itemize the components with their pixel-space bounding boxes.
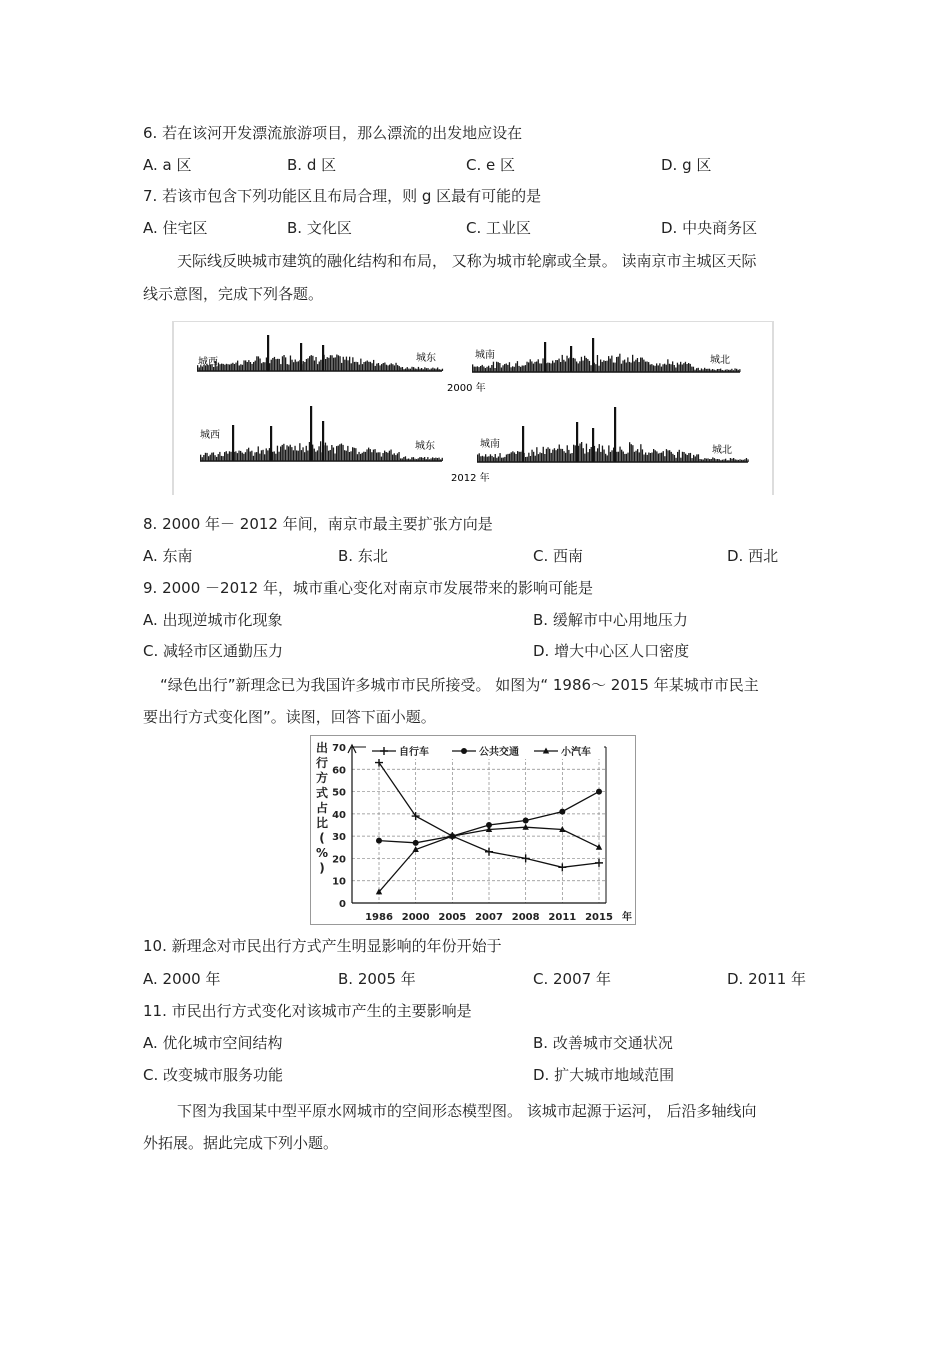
- y-axis-label-char: %: [315, 846, 329, 860]
- question-11-stem: 11. 市民出行方式变化对该城市产生的主要影响是: [143, 1002, 472, 1020]
- skyline-panel: [477, 407, 749, 462]
- y-tick-label: 30: [332, 832, 346, 844]
- y-tick-label: 0: [339, 899, 346, 910]
- y-tick-label: 60: [332, 765, 346, 777]
- x-tick-label: 2008: [511, 912, 540, 923]
- q6-option-b: B. d 区: [287, 156, 337, 174]
- travel-mode-chart: [310, 735, 636, 925]
- question-8-stem: 8. 2000 年－ 2012 年间，南京市最主要扩张方向是: [143, 515, 493, 533]
- y-axis-label-char: 占: [315, 801, 329, 815]
- q7-option-b: B. 文化区: [287, 219, 352, 237]
- q8-option-a: A. 东南: [143, 547, 193, 565]
- legend-label: 小汽车: [561, 747, 591, 758]
- skyline-intro-line1: 天际线反映城市建筑的融化结构和布局， 又称为城市轮廓或全景。 读南京市主城区天际: [177, 252, 757, 270]
- q10-option-d: D. 2011 年: [727, 970, 807, 988]
- skyline-2000-east-label: 城东: [416, 353, 436, 364]
- y-axis-label-char: 比: [315, 816, 329, 830]
- legend-label: 自行车: [399, 747, 429, 758]
- y-tick-label: 50: [332, 787, 346, 799]
- model-intro-line2: 外拓展。据此完成下列小题。: [143, 1134, 339, 1152]
- skyline-panel: [472, 338, 741, 372]
- x-tick-label: 2011: [548, 912, 577, 923]
- y-tick-label: 10: [332, 876, 346, 888]
- q9-option-d: D. 增大中心区人口密度: [533, 642, 690, 660]
- x-tick-label: 2005: [438, 912, 467, 923]
- q10-option-b: B. 2005 年: [338, 970, 416, 988]
- question-9-stem: 9. 2000 －2012 年，城市重心变化对南京市发展带来的影响可能是: [143, 579, 593, 597]
- x-tick-label: 2015: [585, 912, 613, 923]
- question-10-stem: 10. 新理念对市民出行方式产生明显影响的年份开始于: [143, 937, 502, 955]
- q11-option-c: C. 改变城市服务功能: [143, 1066, 284, 1084]
- skyline-year-2000: 2000 年: [447, 383, 486, 394]
- data-point-circle: [559, 809, 565, 815]
- skyline-2012-east-label: 城东: [415, 441, 435, 452]
- q7-option-c: C. 工业区: [466, 219, 532, 237]
- skyline-2012-south-label: 城南: [480, 439, 500, 450]
- y-axis-label-char: 方: [315, 771, 329, 785]
- q8-option-b: B. 东北: [338, 547, 388, 565]
- data-point-circle: [596, 789, 602, 795]
- data-point-circle: [523, 818, 529, 824]
- y-tick-label: 40: [332, 809, 346, 821]
- y-axis-label-char: 式: [315, 786, 329, 800]
- q8-option-d: D. 西北: [727, 547, 779, 565]
- y-tick-label: 70: [332, 743, 346, 754]
- skyline-diagram: [172, 321, 774, 495]
- question-7-stem: 7. 若该市包含下列功能区且布局合理，则 g 区最有可能的是: [143, 187, 542, 205]
- q9-option-c: C. 减轻市区通勤压力: [143, 642, 284, 660]
- skyline-panel: [200, 406, 443, 461]
- q6-option-d: D. g 区: [661, 156, 712, 174]
- q7-option-d: D. 中央商务区: [661, 219, 758, 237]
- travel-mode-line-chart: [310, 735, 636, 925]
- q11-option-a: A. 优化城市空间结构: [143, 1034, 283, 1052]
- green-intro-line1: “绿色出行”新理念已为我国许多城市市民所接受。 如图为“ 1986～ 2015 年某城市市民主: [160, 676, 759, 694]
- y-axis-label-char: (: [319, 831, 325, 845]
- skyline-2000-south-label: 城南: [475, 350, 495, 361]
- x-tick-label: 2007: [475, 912, 503, 923]
- skyline-figure: [172, 321, 774, 495]
- data-point-circle: [413, 840, 419, 846]
- q10-option-a: A. 2000 年: [143, 970, 221, 988]
- y-axis-label-char: ): [319, 861, 325, 875]
- x-tick-label: 2000: [401, 912, 430, 923]
- q6-option-c: C. e 区: [466, 156, 516, 174]
- y-axis-label-char: 出: [315, 741, 329, 755]
- skyline-year-2012: 2012 年: [451, 473, 490, 484]
- q9-option-b: B. 缓解市中心用地压力: [533, 611, 688, 629]
- y-tick-label: 20: [332, 854, 346, 866]
- x-tick-label: 1986: [365, 912, 393, 923]
- chart-y-axis-label: [316, 740, 328, 875]
- skyline-2000-west-label: 城西: [198, 357, 218, 368]
- q6-option-a: A. a 区: [143, 156, 192, 174]
- skyline-2012-north-label: 城北: [712, 445, 732, 456]
- model-intro-line1: 下图为我国某中型平原水网城市的空间形态模型图。 该城市起源于运河， 后沿多轴线向: [177, 1102, 757, 1120]
- green-intro-line2: 要出行方式变化图”。读图，回答下面小题。: [143, 708, 436, 726]
- question-6-stem: 6. 若在该河开发漂流旅游项目，那么漂流的出发地应设在: [143, 124, 523, 142]
- data-point-circle: [461, 748, 467, 754]
- x-axis-unit-label: 年: [622, 912, 632, 923]
- q8-option-c: C. 西南: [533, 547, 584, 565]
- skyline-panel: [197, 335, 443, 371]
- q11-option-b: B. 改善城市交通状况: [533, 1034, 673, 1052]
- q9-option-a: A. 出现逆城市化现象: [143, 611, 283, 629]
- skyline-intro-line2: 线示意图，完成下列各题。: [143, 285, 324, 303]
- skyline-2012-west-label: 城西: [200, 430, 220, 441]
- q7-option-a: A. 住宅区: [143, 219, 208, 237]
- q10-option-c: C. 2007 年: [533, 970, 611, 988]
- q11-option-d: D. 扩大城市地域范围: [533, 1066, 675, 1084]
- skyline-2000-north-label: 城北: [710, 355, 730, 366]
- y-axis-label-char: 行: [315, 756, 329, 770]
- legend-label: 公共交通: [479, 747, 519, 758]
- data-point-circle: [376, 838, 382, 844]
